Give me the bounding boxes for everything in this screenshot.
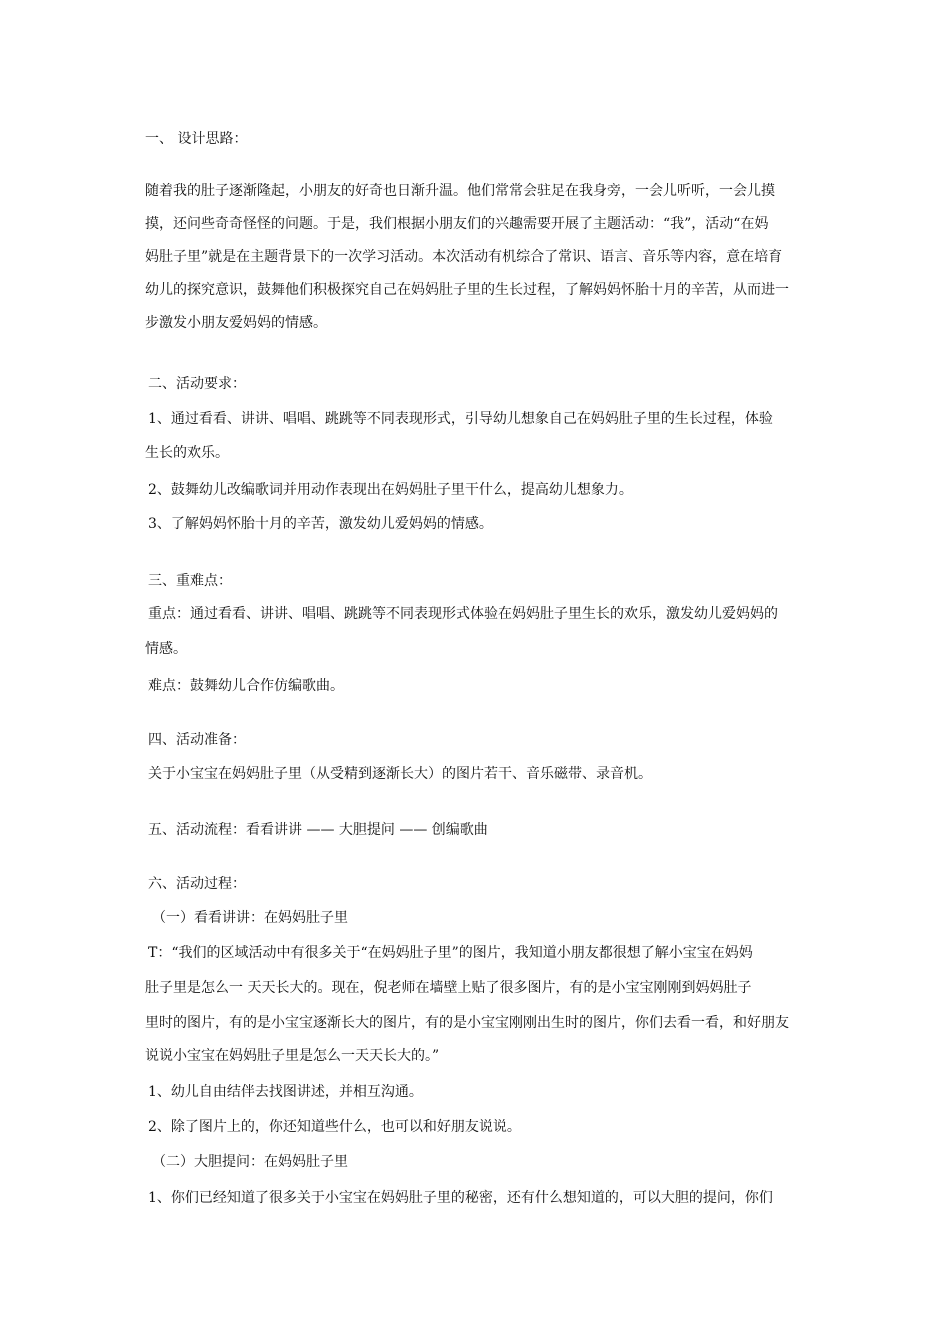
paragraph-line: 重点：通过看看、讲讲、唱唱、跳跳等不同表现形式体验在妈妈肚子里生长的欢乐，激发幼儿爱妈妈的 [148, 606, 778, 622]
list-item: 1、你们已经知道了很多关于小宝宝在妈妈肚子里的秘密，还有什么想知道的，可以大胆的提问，你们 [148, 1190, 773, 1206]
list-item: 2、鼓舞幼儿改编歌词并用动作表现出在妈妈肚子里干什么，提高幼儿想象力。 [148, 482, 633, 498]
paragraph-line: T：“我们的区域活动中有很多关于“在妈妈肚子里”的图片，我知道小朋友都很想了解小宝宝在妈妈 [148, 945, 753, 961]
list-item: 1、幼儿自由结伴去找图讲述，并相互沟通。 [148, 1084, 423, 1100]
subsection-heading: （二）大胆提问：在妈妈肚子里 [152, 1154, 348, 1170]
list-item-continuation: 生长的欢乐。 [145, 445, 229, 461]
paragraph-line: 里时的图片，有的是小宝宝逐渐长大的图片，有的是小宝宝刚刚出生时的图片，你们去看一看，和好朋友 [145, 1015, 789, 1031]
subsection-heading: （一）看看讲讲：在妈妈肚子里 [152, 910, 348, 926]
section-heading-design: 一、 设计思路： [145, 131, 248, 147]
paragraph-line: 难点：鼓舞幼儿合作仿编歌曲。 [148, 678, 344, 694]
section-heading-key-points: 三、重难点： [148, 573, 232, 589]
section-heading-process: 六、活动过程： [148, 876, 246, 892]
paragraph-line: 随着我的肚子逐渐隆起，小朋友的好奇也日渐升温。他们常常会驻足在我身旁，一会儿听听，一会儿摸 [145, 183, 775, 199]
paragraph-line: 步激发小朋友爱妈妈的情感。 [145, 315, 327, 331]
list-item: 3、了解妈妈怀胎十月的辛苦，激发幼儿爱妈妈的情感。 [148, 516, 493, 532]
section-heading-requirements: 二、活动要求： [148, 376, 246, 392]
paragraph-line: 摸，还问些奇奇怪怪的问题。于是，我们根据小朋友们的兴趣需要开展了主题活动：“我”，活动“在妈 [145, 216, 769, 232]
section-heading-preparation: 四、活动准备： [148, 732, 246, 748]
paragraph-line: 肚子里是怎么一 天天长大的。现在，倪老师在墙壁上贴了很多图片，有的是小宝宝刚刚到妈妈肚子 [145, 980, 752, 996]
paragraph-line: 情感。 [145, 641, 187, 657]
paragraph-line: 说说小宝宝在妈妈肚子里是怎么一天天长大的。” [145, 1048, 440, 1064]
paragraph-line: 妈肚子里”就是在主题背景下的一次学习活动。本次活动有机综合了常识、语言、音乐等内容，意在培育 [145, 249, 783, 265]
paragraph-line: 关于小宝宝在妈妈肚子里（从受精到逐渐长大）的图片若干、音乐磁带、录音机。 [148, 766, 652, 782]
list-item: 1、通过看看、讲讲、唱唱、跳跳等不同表现形式，引导幼儿想象自己在妈妈肚子里的生长过程，体验 [148, 411, 773, 427]
list-item: 2、除了图片上的，你还知道些什么，也可以和好朋友说说。 [148, 1119, 521, 1135]
section-heading-flow: 五、活动流程：看看讲讲 —— 大胆提问 —— 创编歌曲 [148, 822, 488, 838]
paragraph-line: 幼儿的探究意识，鼓舞他们积极探究自己在妈妈肚子里的生长过程，了解妈妈怀胎十月的辛苦，从而进一 [145, 282, 789, 298]
